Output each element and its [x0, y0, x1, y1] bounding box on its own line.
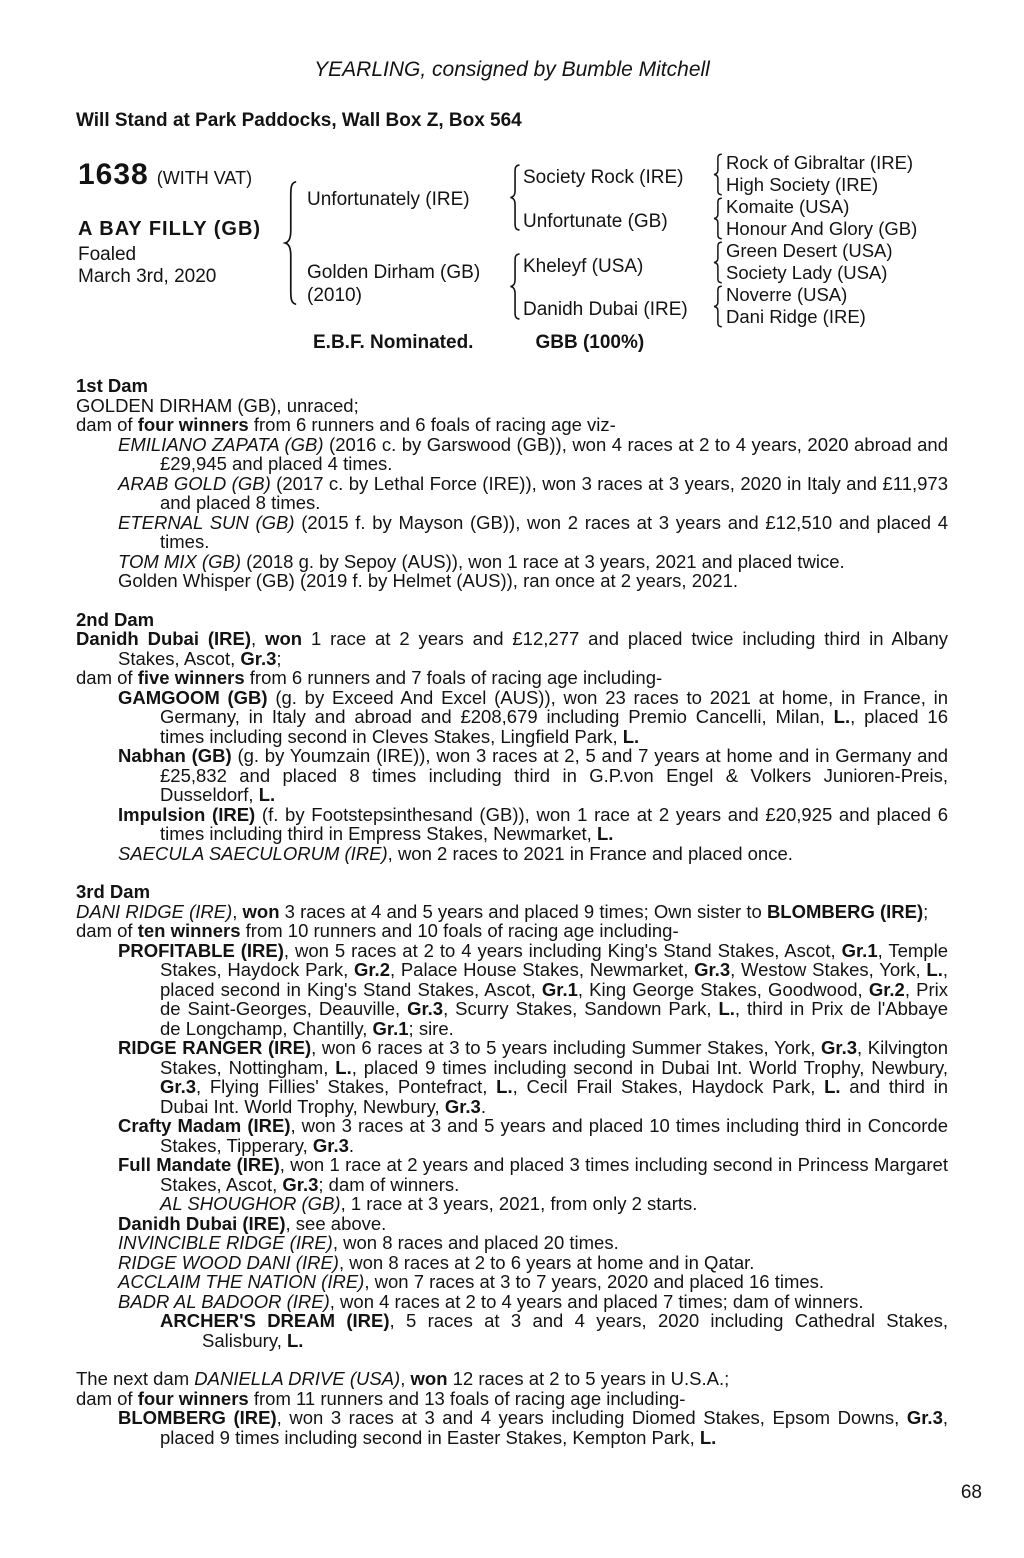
pedigree-paragraph: dam of ten winners from 10 runners and 10 foals of racing age including-	[76, 920, 679, 941]
pedigree-paragraph: dam of four winners from 6 runners and 6 foals of racing age viz-	[76, 414, 616, 435]
foaled-date: March 3rd, 2020	[78, 266, 217, 287]
pedigree-paragraph: DANI RIDGE (IRE), won 3 races at 4 and 5 years and placed 9 times; Own sister to BLOMBERG (IRE);	[76, 900, 929, 922]
gp-names-pair3	[726, 240, 893, 284]
pedigree-paragraph: Impulsion (IRE) (f. by Footstepsinthesand (GB)), won 1 race at 2 years and £20,925 and placed 6 times including third in Empress Stakes, Newmarket, L.	[118, 803, 948, 844]
pedigree-brace-sire	[507, 163, 521, 232]
pedigree-brace-dam	[507, 252, 521, 321]
pedigree-paragraph: EMILIANO ZAPATA (GB) (2016 c. by Garswood (GB)), won 4 races at 2 to 4 years, 2020 abroad and £29,945 and placed 4 times.	[118, 433, 948, 474]
section-heading: 3rd Dam	[76, 881, 151, 902]
ebf-nomination: E.B.F. Nominated.	[313, 332, 474, 353]
pedigree-brace-gp1	[711, 153, 723, 196]
pedigree-paragraph: dam of five winners from 6 runners and 7 foals of racing age including-	[76, 667, 663, 688]
dam-year: (2010)	[307, 285, 362, 306]
stand-location: Will Stand at Park Paddocks, Wall Box Z, Box 564	[76, 110, 522, 131]
gp-name: Society Lady (USA)	[726, 262, 888, 283]
pedigree-paragraph: Nabhan (GB) (g. by Youmzain (IRE)), won 3 races at 2, 5 and 7 years at home and in Germany and £25,832 and placed 8 times including third in G.P.von Engel & Volkers Junioren-Preis, Dusseldorf, L.	[118, 745, 948, 805]
dam-section	[76, 882, 948, 1350]
gp-name: Komaite (USA)	[726, 196, 850, 217]
pedigree-brace-gp4	[711, 285, 723, 328]
pedigree-brace-gp3	[711, 241, 723, 284]
pedigree-paragraph: ETERNAL SUN (GB) (2015 f. by Mayson (GB)), won 2 races at 3 years and £12,510 and placed 4 times.	[118, 511, 948, 552]
pedigree-paragraph: AL SHOUGHOR (GB), 1 race at 3 years, 2021, from only 2 starts.	[160, 1193, 698, 1214]
dam-name: Golden Dirham (GB) (2010)	[307, 262, 481, 306]
gbb-nomination: GBB (100%)	[535, 332, 645, 353]
pedigree-paragraph: RIDGE RANGER (IRE), won 6 races at 3 to 5 years including Summer Stakes, York, Gr.3, Kilvington Stakes, Nottingham, L., placed 9 times including second in Dubai Int. World Trophy, Newbury, Gr.3, Flying Fillies' Stakes, Pontefract, L., Cecil Frail Stakes, Haydock Park, L. and third in Dubai Int. World Trophy, Newbury, Gr.3.	[118, 1037, 949, 1117]
pedigree-paragraph: ACCLAIM THE NATION (IRE), won 7 races at 3 to 7 years, 2020 and placed 16 times.	[118, 1271, 825, 1292]
horse-description: A BAY FILLY (GB)	[78, 218, 262, 240]
gp-name: Rock of Gibraltar (IRE)	[726, 152, 914, 173]
pedigree-paragraph: ARCHER'S DREAM (IRE), 5 races at 3 and 4 years, 2020 including Cathedral Stakes, Salisbury, L.	[160, 1310, 948, 1351]
nomination-line	[313, 332, 644, 354]
pedigree-paragraph: BLOMBERG (IRE), won 3 races at 3 and 4 years including Diomed Stakes, Epsom Downs, Gr.3, placed 9 times including second in Easter Stakes, Kempton Park, L.	[118, 1407, 948, 1448]
gp-names-pair2	[726, 196, 917, 240]
pedigree-paragraph: Danidh Dubai (IRE), won 1 race at 2 years and £12,277 and placed twice including third in Albany Stakes, Ascot, Gr.3;	[76, 628, 948, 669]
pedigree-paragraph: PROFITABLE (IRE), won 5 races at 2 to 4 years including King's Stand Stakes, Ascot, Gr.1, Temple Stakes, Haydock Park, Gr.2, Palace House Stakes, Newmarket, Gr.3, Westow Stakes, York, L., placed second in King's Stand Stakes, Ascot, Gr.1, King George Stakes, Goodwood, Gr.2, Prix de Saint-Georges, Deauville, Gr.3, Scurry Stakes, Sandown Park, L., third in Prix de l'Abbaye de Longchamp, Chantilly, Gr.1; sire.	[118, 939, 949, 1039]
pedigree-paragraph: Crafty Madam (IRE), won 3 races at 3 and 5 years and placed 10 times including third in Concorde Stakes, Tipperary, Gr.3.	[118, 1115, 948, 1156]
pedigree-paragraph: Golden Whisper (GB) (2019 f. by Helmet (AUS)), ran once at 2 years, 2021.	[118, 570, 739, 591]
pedigree-paragraph: BADR AL BADOOR (IRE), won 4 races at 2 to 4 years and placed 7 times; dam of winners.	[118, 1290, 864, 1312]
pedigree-paragraph: TOM MIX (GB) (2018 g. by Sepoy (AUS)), won 1 race at 3 years, 2021 and placed twice.	[118, 550, 845, 572]
dam-dam-name: Danidh Dubai (IRE)	[523, 299, 688, 320]
pedigree-paragraph: Danidh Dubai (IRE), see above.	[118, 1212, 387, 1234]
vat-note: (WITH VAT)	[156, 168, 253, 188]
pedigree-paragraph: SAECULA SAECULORUM (IRE), won 2 races to 2021 in France and placed once.	[118, 842, 793, 864]
gp-name: High Society (IRE)	[726, 174, 879, 195]
sire-dam-name: Unfortunate (GB)	[523, 211, 668, 232]
gp-names-pair1	[726, 152, 913, 196]
pedigree-paragraph: ARAB GOLD (GB) (2017 c. by Lethal Force (IRE)), won 3 races at 3 years, 2020 in Italy and £11,973 and placed 8 times.	[118, 472, 948, 513]
section-heading: 1st Dam	[76, 375, 148, 396]
dam-sire-name: Kheleyf (USA)	[523, 256, 644, 277]
pedigree-paragraph: dam of four winners from 11 runners and 13 foals of racing age including-	[76, 1387, 686, 1409]
sire-sire-name: Society Rock (IRE)	[523, 167, 684, 188]
pedigree-block	[76, 148, 948, 360]
pedigree-brace-gen1	[281, 178, 298, 308]
dam-section	[76, 1369, 948, 1447]
gp-name: Dani Ridge (IRE)	[726, 306, 866, 327]
consignor-title: YEARLING, consigned by Bumble Mitchell	[314, 58, 710, 81]
lot-number: 1638	[78, 158, 149, 191]
dam-sections	[76, 376, 948, 1447]
lot-line	[78, 158, 252, 192]
pedigree-paragraph: Full Mandate (IRE), won 1 race at 2 years and placed 3 times including second in Princess Margaret Stakes, Ascot, Gr.3; dam of winners.	[118, 1154, 948, 1195]
gp-names-pair4	[726, 284, 866, 328]
pedigree-paragraph: The next dam DANIELLA DRIVE (USA), won 12 races at 2 to 5 years in U.S.A.;	[76, 1368, 730, 1389]
pedigree-paragraph: GAMGOOM (GB) (g. by Exceed And Excel (AUS)), won 23 races to 2021 at home, in France, in Germany, in Italy and abroad and £208,679 including Premio Cancelli, Milan, L., placed 16 times including second in Cleves Stakes, Lingfield Park, L.	[118, 686, 948, 747]
section-heading: 2nd Dam	[76, 608, 155, 630]
foaled-label: Foaled	[78, 244, 137, 265]
gp-name: Green Desert (USA)	[726, 240, 893, 261]
gp-name: Noverre (USA)	[726, 284, 848, 305]
pedigree-brace-gp2	[711, 197, 723, 240]
dam-section	[76, 376, 948, 591]
gp-name: Honour And Glory (GB)	[726, 218, 918, 239]
page-number: 68	[960, 1482, 982, 1503]
sire-name: Unfortunately (IRE)	[307, 189, 470, 210]
pedigree-paragraph: GOLDEN DIRHAM (GB), unraced;	[76, 394, 359, 416]
pedigree-paragraph: RIDGE WOOD DANI (IRE), won 8 races at 2 to 6 years at home and in Qatar.	[118, 1251, 755, 1273]
dam-section	[76, 610, 948, 864]
pedigree-paragraph: INVINCIBLE RIDGE (IRE), won 8 races and placed 20 times.	[118, 1232, 619, 1253]
